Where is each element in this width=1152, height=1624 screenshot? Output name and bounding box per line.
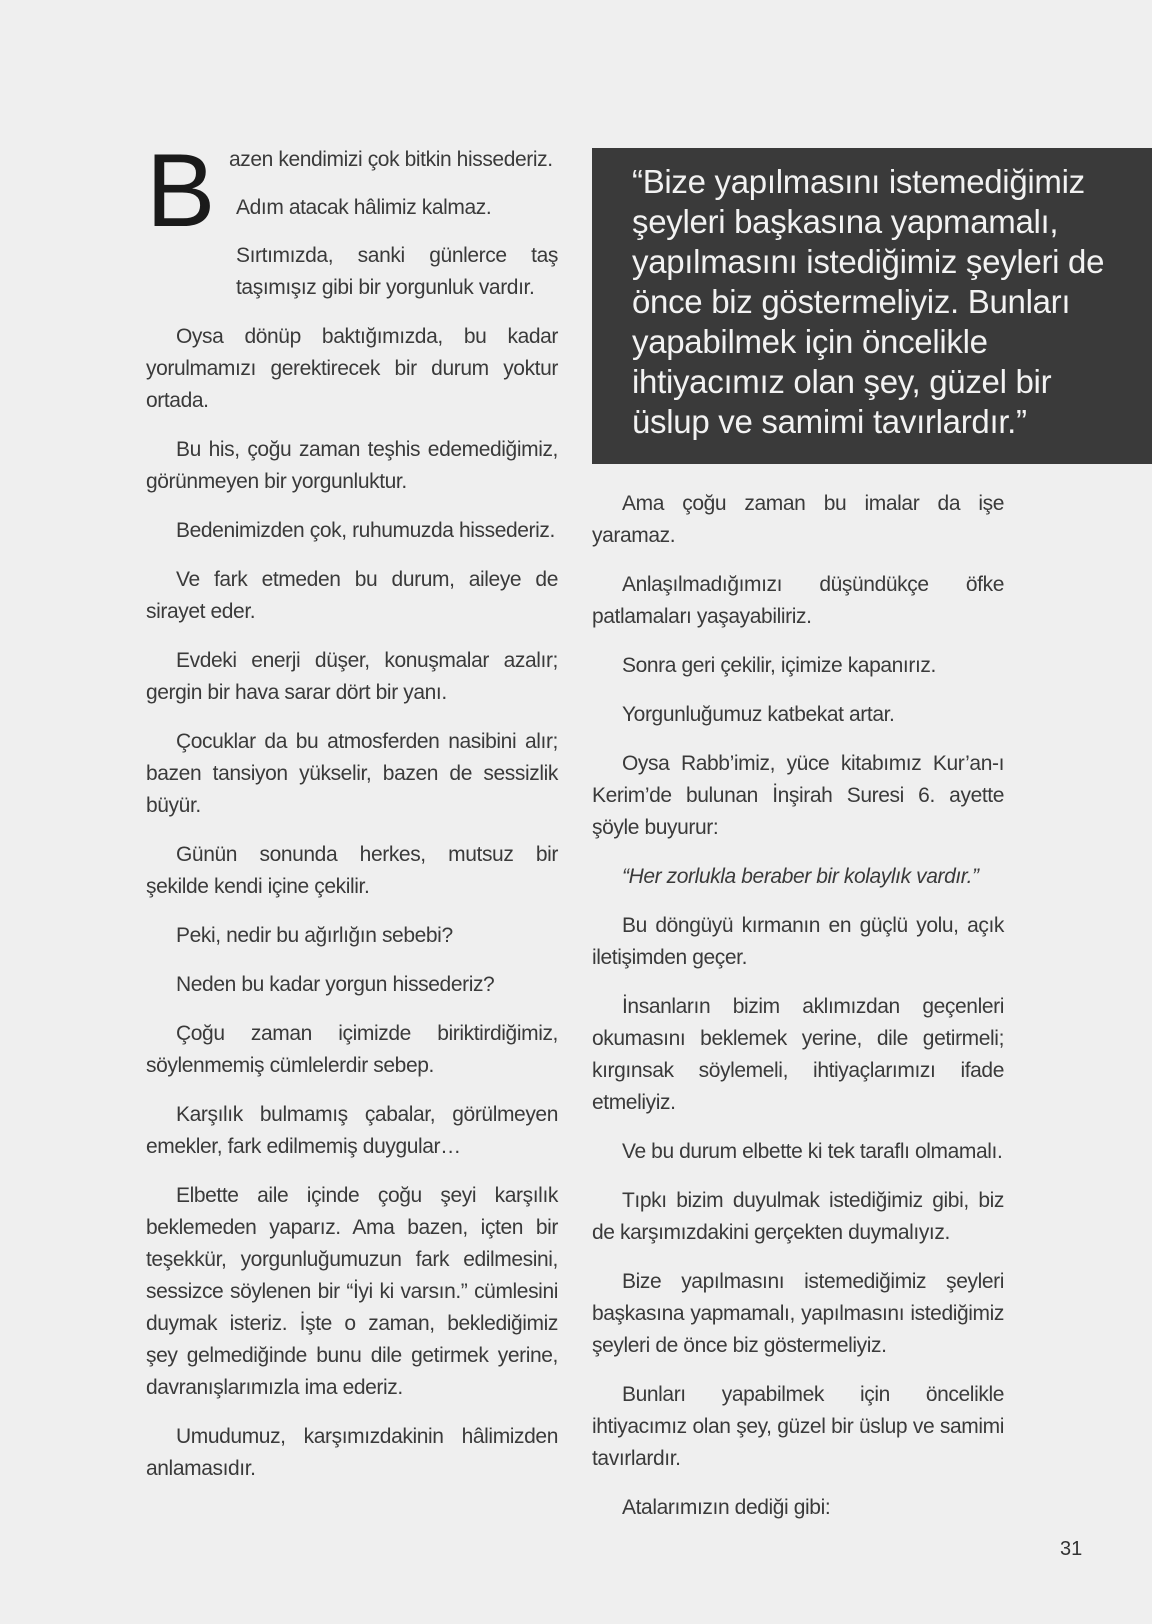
paragraph: Peki, nedir bu ağırlığın sebebi? <box>176 924 453 947</box>
paragraph: Ama çoğu zaman bu imalar da işe yaramaz. <box>592 492 1004 547</box>
right-column <box>592 488 1004 1541</box>
paragraph: Bedenimizden çok, ruhumuzda hissederiz. <box>176 519 555 542</box>
paragraph: Evdeki enerji düşer, konuşmalar azalır; gergin bir hava sarar dört bir yanı. <box>146 649 558 704</box>
paragraph: Çoğu zaman içimizde biriktirdiğimiz, söylenmemiş cümlelerdir sebep. <box>146 1022 558 1077</box>
paragraph: Neden bu kadar yorgun hissederiz? <box>176 973 495 996</box>
paragraph: Bize yapılmasını istemediğimiz şeyleri başkasına yapmamalı, yapılmasını istediğimiz şeyleri de önce biz göstermeliyiz. <box>592 1270 1004 1357</box>
paragraph: Bu his, çoğu zaman teşhis edemediğimiz, görünmeyen bir yorgunluktur. <box>146 438 558 493</box>
pull-quote-box <box>592 148 1152 464</box>
opening-line-3: Sırtımızda, sanki günlerce taş taşımışız gibi bir yorgunluk vardır. <box>236 244 558 299</box>
drop-cap: B <box>146 133 215 249</box>
paragraph: Anlaşılmadığımızı düşündükçe öfke patlamaları yaşayabiliriz. <box>592 573 1004 628</box>
paragraph: Karşılık bulmamış çabalar, görülmeyen emekler, fark edilmemiş duygular… <box>146 1103 558 1158</box>
paragraph: Çocuklar da bu atmosferden nasibini alır; bazen tansiyon yükselir, bazen de sessizlik büyür. <box>146 730 558 817</box>
paragraph: İnsanların bizim aklımızdan geçenleri okumasını beklemek yerine, dile getirmeli; kırgınsak söylemeli, ihtiyaçlarımızı ifade etmeliyiz. <box>592 995 1004 1114</box>
opening-line-2: Adım atacak hâlimiz kalmaz. <box>236 196 492 219</box>
opening-paragraph <box>146 133 558 304</box>
paragraph: Ve fark etmeden bu durum, aileye de sirayet eder. <box>146 568 558 623</box>
paragraph: Ve bu durum elbette ki tek taraflı olmamalı. <box>622 1140 1003 1163</box>
paragraph: Oysa Rabb’imiz, yüce kitabımız Kur’an-ı Kerim’de bulunan İnşirah Suresi 6. ayette şöyle buyurur: <box>592 752 1004 839</box>
paragraph: Atalarımızın dediği gibi: <box>622 1496 831 1519</box>
paragraph: Sonra geri çekilir, içimize kapanırız. <box>622 654 936 677</box>
paragraph: Umudumuz, karşımızdakinin hâlimizden anlamasıdır. <box>146 1425 558 1480</box>
verse-quote: “Her zorlukla beraber bir kolaylık vardır.” <box>622 865 979 888</box>
paragraph: Yorgunluğumuz katbekat artar. <box>622 703 895 726</box>
paragraph: Bu döngüyü kırmanın en güçlü yolu, açık iletişimden geçer. <box>592 914 1004 969</box>
opening-line-1: azen kendimizi çok bitkin hissederiz. <box>228 148 553 171</box>
paragraph: Elbette aile içinde çoğu şeyi karşılık beklemeden yaparız. Ama bazen, içten bir teşekkür, yorgunluğumuzun fark edilmesini, sessizce söylenen bir “İyi ki varsın.” cümlesini duymak isteriz. İşte o zaman, beklediğimiz şey gelmediğinde bunu dile getirmek yerine, davranışlarımızla ima ederiz. <box>146 1184 558 1399</box>
paragraph: Oysa dönüp baktığımızda, bu kadar yorulmamızı gerektirecek bir durum yoktur ortada. <box>146 325 558 412</box>
left-column <box>146 133 558 1502</box>
paragraph: Bunları yapabilmek için öncelikle ihtiyacımız olan şey, güzel bir üslup ve samimi tavırlardır. <box>592 1383 1004 1470</box>
paragraph: Tıpkı bizim duyulmak istediğimiz gibi, biz de karşımızdakini gerçekten duymalıyız. <box>592 1189 1004 1244</box>
paragraph: Günün sonunda herkes, mutsuz bir şekilde kendi içine çekilir. <box>146 843 558 898</box>
page-number: 31 <box>1060 1538 1083 1560</box>
pull-quote-text: “Bize yapılmasını istemediğimiz şeyleri başkasına yapmamalı, yapılmasını istediğimiz şeyleri de önce biz göstermeliyiz. Bunları yapabilmek için öncelikle ihtiyacımız olan şey, güzel bir üslup ve samimi tavırlardır.” <box>632 163 1105 440</box>
